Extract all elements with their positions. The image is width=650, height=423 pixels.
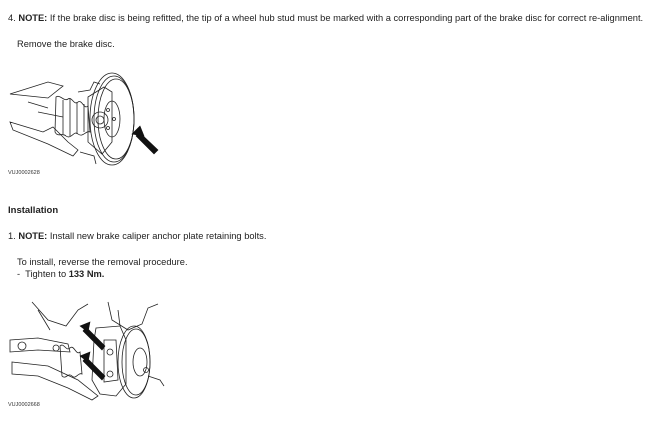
bullet-dash: - xyxy=(17,269,21,279)
brake-disc-removal-illustration xyxy=(8,72,163,172)
step-4-instruction: Remove the brake disc. xyxy=(17,39,115,49)
installation-heading: Installation xyxy=(8,205,59,216)
installation-step-1-instruction: To install, reverse the removal procedure. xyxy=(17,257,188,267)
note-label: NOTE: xyxy=(18,231,48,241)
installation-step-1-note xyxy=(8,230,266,242)
arrow-icon xyxy=(80,322,105,350)
figure-2-caption: VUJ0002668 xyxy=(8,402,40,408)
tighten-text: Tighten to xyxy=(25,269,67,279)
torque-spec xyxy=(17,268,104,280)
torque-value: 133 Nm. xyxy=(68,269,105,279)
note-text: If the brake disc is being refitted, the tip of a wheel hub stud must be marked with a corresponding part of the brake disc for correct re-alignment. xyxy=(49,13,644,23)
step-4-note xyxy=(8,12,643,24)
figure-1-caption: VUJ0002628 xyxy=(8,170,40,176)
step-number: 4. xyxy=(8,13,16,23)
note-label: NOTE: xyxy=(18,13,48,23)
arrow-icon xyxy=(132,126,158,154)
caliper-anchor-bolts-illustration xyxy=(8,300,168,402)
note-text: Install new brake caliper anchor plate retaining bolts. xyxy=(49,231,267,241)
step-number: 1. xyxy=(8,231,16,241)
